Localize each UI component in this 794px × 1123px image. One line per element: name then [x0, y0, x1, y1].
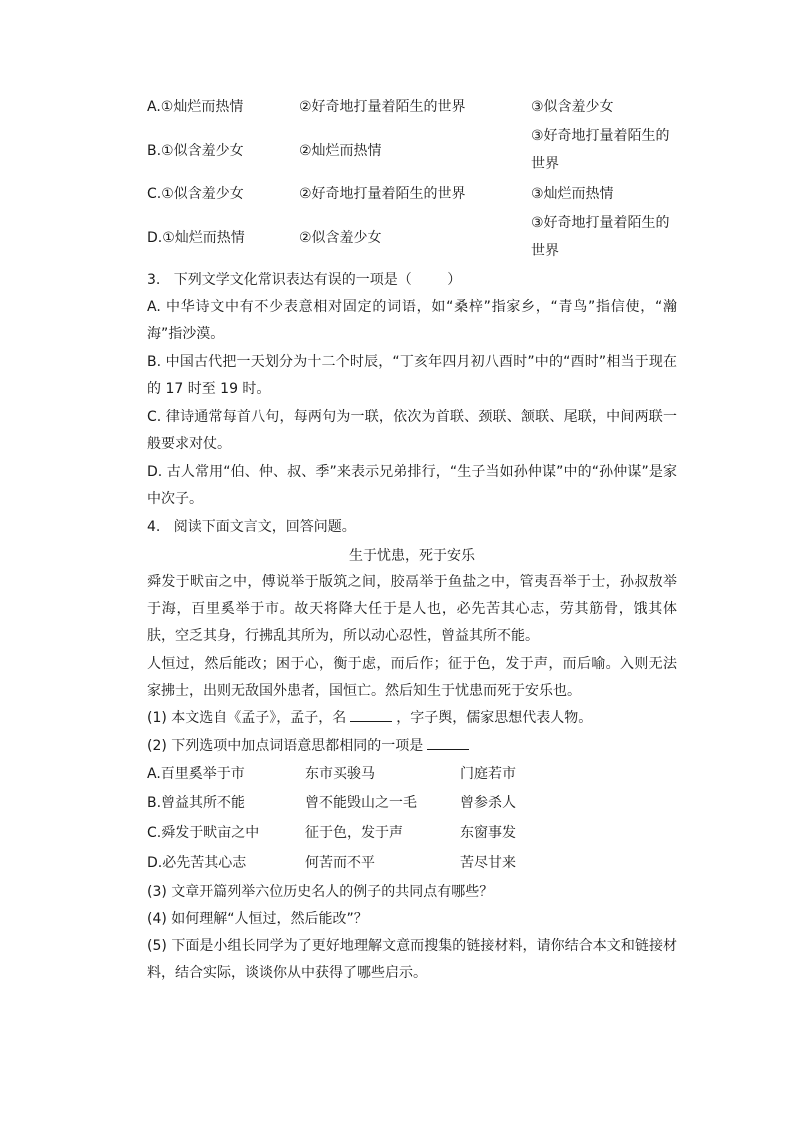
- sub2-option-b-2: 曾不能毁山之一毛: [305, 795, 417, 811]
- sub2-option-d-2: 何苦而不平: [305, 855, 375, 871]
- q3-option-c: C. 律诗通常每首八句，每两句为一联，依次为首联、颈联、颔联、尾联，中间两联一般要求对仗。: [147, 409, 677, 452]
- q2-option-b-3b: 世界: [531, 156, 559, 172]
- answer-blank[interactable]: [350, 707, 392, 722]
- q3-stem: 3. 下列文学文化常识表达有误的一项是（ ）: [147, 272, 462, 288]
- passage-paragraph-2: 人恒过，然后能改；困于心，衡于虑，而后作；征于色，发于声，而后喻。入则无法家拂士，出则无敌国外患者，国恒亡。然后知生于忧患而死于安乐也。: [147, 656, 677, 699]
- sub2-option-b-1: B.曾益其所不能: [147, 795, 246, 811]
- sub2-option-c-3: 东窗事发: [460, 825, 516, 841]
- q2-option-a-2: ②好奇地打量着陌生的世界: [299, 99, 466, 115]
- q2-option-d-3a: ③好奇地打量着陌生的: [531, 215, 670, 231]
- q2-option-c-2: ②好奇地打量着陌生的世界: [299, 186, 466, 202]
- q2-option-d-3b: 世界: [531, 243, 559, 259]
- passage-paragraph-1: 舜发于畎亩之中，傅说举于版筑之间，胶鬲举于鱼盐之中，管夷吾举于士，孙叔敖举于海，百里奚举于市。故天将降大任于是人也，必先苦其心志，劳其筋骨，饿其体肤，空乏其身，行拂乱其所为，所以动心忍性，曾益其所不能。: [147, 574, 677, 644]
- sub-question-2: [147, 735, 473, 756]
- answer-blank[interactable]: [427, 735, 469, 750]
- sub-question-1-pre: (1) 本文选自《孟子》，孟子，名: [147, 710, 347, 726]
- sub-question-1-post: ，字子舆，儒家思想代表人物。: [396, 710, 593, 726]
- sub2-option-a-3: 门庭若市: [460, 766, 516, 782]
- q3-option-d: D. 古人常用“伯、仲、叔、季”来表示兄弟排行，“生子当如孙仲谋”中的“孙仲谋”是家中次子。: [147, 464, 677, 507]
- sub2-option-a-1: A.百里奚举于市: [147, 766, 245, 782]
- q2-option-c-1: C.①似含羞少女: [147, 186, 244, 202]
- sub2-option-c-1: C.舜发于畎亩之中: [147, 825, 260, 841]
- passage-title: 生于忧患，死于安乐: [349, 548, 475, 564]
- sub2-option-a-2: 东市买骏马: [305, 766, 375, 782]
- q2-option-b-2: ②灿烂而热情: [299, 143, 382, 159]
- q2-option-a-1: A.①灿烂而热情: [147, 99, 244, 115]
- sub-question-2-text: (2) 下列选项中加点词语意思都相同的一项是: [147, 738, 424, 754]
- sub2-option-d-3: 苦尽甘来: [460, 855, 516, 871]
- q2-option-d-1: D.①灿烂而热情: [147, 230, 245, 246]
- q2-option-d-2: ②似含羞少女: [299, 230, 382, 246]
- sub-question-4: (4) 如何理解“人恒过，然后能改”？: [147, 911, 368, 927]
- sub-question-1: [147, 707, 592, 728]
- q4-stem: 4. 阅读下面文言文，回答问题。: [147, 519, 356, 535]
- q2-option-a-3: ③似含羞少女: [531, 99, 614, 115]
- q2-option-b-3a: ③好奇地打量着陌生的: [531, 128, 670, 144]
- q3-option-b: B. 中国古代把一天划分为十二个时辰，“丁亥年四月初八酉时”中的“酉时”相当于现在的 17 时至 19 时。: [147, 354, 677, 397]
- sub-question-3: (3) 文章开篇列举六位历史名人的例子的共同点有哪些？: [147, 884, 494, 900]
- q2-option-c-3: ③灿烂而热情: [531, 186, 614, 202]
- sub-question-5: (5) 下面是小组长同学为了更好地理解文意而搜集的链接材料，请你结合本文和链接材料，结合实际，谈谈你从中获得了哪些启示。: [147, 938, 677, 981]
- sub2-option-b-3: 曾参杀人: [460, 795, 516, 811]
- sub2-option-d-1: D.必先苦其心志: [147, 855, 247, 871]
- sub2-option-c-2: 征于色，发于声: [305, 825, 403, 841]
- q3-option-a: A. 中华诗文中有不少表意相对固定的词语，如“桑梓”指家乡，“青鸟”指信使，“瀚海”指沙漠。: [147, 299, 677, 342]
- q2-option-b-1: B.①似含羞少女: [147, 143, 244, 159]
